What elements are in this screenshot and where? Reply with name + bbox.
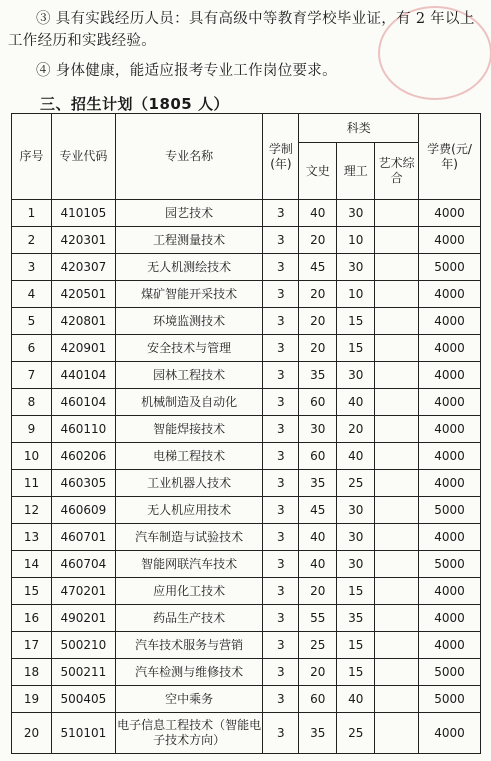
row-name: 智能焊接技术 [115,416,263,443]
row-ligong: 30 [337,551,375,578]
row-seq: 7 [12,362,52,389]
row-years: 3 [263,443,299,470]
row-code: 500210 [51,632,115,659]
row-art [375,551,419,578]
row-code: 460305 [51,470,115,497]
row-fee: 5000 [419,686,481,713]
table-row [12,524,481,551]
row-code: 460206 [51,443,115,470]
row-years: 3 [263,281,299,308]
row-years: 3 [263,551,299,578]
header-duration: 学制(年) [263,114,299,200]
header-fee: 学费(元/年) [419,114,481,200]
row-seq: 19 [12,686,52,713]
row-code: 490201 [51,605,115,632]
row-ligong: 15 [337,578,375,605]
row-seq: 5 [12,308,52,335]
header-art: 艺术综合 [375,143,419,200]
row-wenshi: 40 [299,524,337,551]
row-ligong: 15 [337,308,375,335]
row-fee: 4000 [419,335,481,362]
requirement-item-4: ④ 身体健康，能适应报考专业工作岗位要求。 [36,63,337,79]
header-code: 专业代码 [51,114,115,200]
table-row [12,578,481,605]
row-ligong: 25 [337,470,375,497]
row-seq: 13 [12,524,52,551]
row-seq: 9 [12,416,52,443]
row-name: 汽车检测与维修技术 [115,659,263,686]
row-wenshi: 40 [299,200,337,227]
row-fee: 4000 [419,281,481,308]
row-art [375,254,419,281]
row-code: 460704 [51,551,115,578]
requirement-item-3: ③ 具有实践经历人员：具有高级中等教育学校毕业证，有 2 年以上工作经历和实践经验。 [8,11,475,49]
row-name: 智能网联汽车技术 [115,551,263,578]
enrollment-plan-table [11,113,481,754]
row-years: 3 [263,686,299,713]
table-row [12,335,481,362]
row-seq: 2 [12,227,52,254]
row-wenshi: 45 [299,254,337,281]
row-years: 3 [263,632,299,659]
table-row [12,686,481,713]
table-body [12,200,481,754]
row-years: 3 [263,713,299,754]
row-ligong: 35 [337,605,375,632]
row-art [375,335,419,362]
row-code: 420301 [51,227,115,254]
row-name: 空中乘务 [115,686,263,713]
row-years: 3 [263,659,299,686]
table-row [12,308,481,335]
row-code: 420307 [51,254,115,281]
row-fee: 4000 [419,362,481,389]
row-fee: 4000 [419,605,481,632]
row-seq: 3 [12,254,52,281]
table-row [12,470,481,497]
row-name: 汽车制造与试验技术 [115,524,263,551]
row-art [375,605,419,632]
row-ligong: 20 [337,416,375,443]
row-years: 3 [263,416,299,443]
row-art [375,524,419,551]
row-years: 3 [263,389,299,416]
row-art [375,578,419,605]
row-fee: 4000 [419,524,481,551]
row-name: 汽车技术服务与营销 [115,632,263,659]
row-code: 460110 [51,416,115,443]
row-name: 环境监测技术 [115,308,263,335]
row-name: 工程测量技术 [115,227,263,254]
row-fee: 4000 [419,713,481,754]
row-art [375,389,419,416]
row-seq: 18 [12,659,52,686]
row-fee: 4000 [419,308,481,335]
table-row [12,281,481,308]
row-seq: 17 [12,632,52,659]
row-fee: 4000 [419,632,481,659]
row-seq: 12 [12,497,52,524]
row-wenshi: 60 [299,389,337,416]
row-seq: 6 [12,335,52,362]
row-wenshi: 35 [299,362,337,389]
row-name: 无人机应用技术 [115,497,263,524]
row-fee: 5000 [419,659,481,686]
row-ligong: 25 [337,713,375,754]
row-art [375,470,419,497]
row-code: 500405 [51,686,115,713]
row-ligong: 15 [337,632,375,659]
row-name: 工业机器人技术 [115,470,263,497]
row-years: 3 [263,200,299,227]
row-years: 3 [263,227,299,254]
row-code: 500211 [51,659,115,686]
table-row [12,713,481,754]
table-row [12,443,481,470]
row-years: 3 [263,308,299,335]
table-row [12,551,481,578]
row-name: 应用化工技术 [115,578,263,605]
row-art [375,281,419,308]
table-row [12,200,481,227]
table-row [12,605,481,632]
row-art [375,362,419,389]
row-years: 3 [263,497,299,524]
table-row [12,632,481,659]
row-wenshi: 35 [299,470,337,497]
table-row [12,416,481,443]
row-ligong: 30 [337,497,375,524]
table-row [12,659,481,686]
row-ligong: 30 [337,524,375,551]
row-code: 440104 [51,362,115,389]
row-ligong: 10 [337,281,375,308]
row-wenshi: 20 [299,308,337,335]
row-years: 3 [263,362,299,389]
table-row [12,389,481,416]
row-ligong: 40 [337,389,375,416]
row-years: 3 [263,254,299,281]
row-art [375,659,419,686]
row-wenshi: 20 [299,335,337,362]
row-name: 无人机测绘技术 [115,254,263,281]
row-name: 园艺技术 [115,200,263,227]
row-art [375,416,419,443]
table-row [12,254,481,281]
row-ligong: 40 [337,686,375,713]
row-fee: 5000 [419,497,481,524]
section-title: 三、招生计划（1805 人） [40,95,229,113]
row-seq: 11 [12,470,52,497]
table-row [12,227,481,254]
row-ligong: 30 [337,362,375,389]
header-category: 科类 [299,114,419,143]
row-seq: 4 [12,281,52,308]
row-code: 420901 [51,335,115,362]
row-code: 460104 [51,389,115,416]
header-ligong: 理工 [337,143,375,200]
row-fee: 4000 [419,416,481,443]
row-name: 机械制造及自动化 [115,389,263,416]
row-wenshi: 60 [299,443,337,470]
row-wenshi: 20 [299,578,337,605]
row-name: 安全技术与管理 [115,335,263,362]
row-code: 420801 [51,308,115,335]
row-code: 460701 [51,524,115,551]
row-wenshi: 35 [299,713,337,754]
row-seq: 1 [12,200,52,227]
row-fee: 4000 [419,227,481,254]
row-seq: 15 [12,578,52,605]
row-fee: 4000 [419,443,481,470]
row-years: 3 [263,335,299,362]
row-fee: 4000 [419,389,481,416]
row-ligong: 40 [337,443,375,470]
row-years: 3 [263,578,299,605]
row-wenshi: 55 [299,605,337,632]
row-years: 3 [263,524,299,551]
row-seq: 8 [12,389,52,416]
row-art [375,713,419,754]
row-art [375,308,419,335]
row-seq: 10 [12,443,52,470]
row-ligong: 30 [337,200,375,227]
table-row [12,497,481,524]
row-fee: 4000 [419,200,481,227]
row-fee: 5000 [419,551,481,578]
row-wenshi: 30 [299,416,337,443]
row-name: 药品生产技术 [115,605,263,632]
header-name: 专业名称 [115,114,263,200]
row-code: 460609 [51,497,115,524]
row-name: 园林工程技术 [115,362,263,389]
row-ligong: 30 [337,254,375,281]
row-wenshi: 45 [299,497,337,524]
row-code: 420501 [51,281,115,308]
row-name: 电子信息工程技术（智能电子技术方向） [115,713,263,754]
row-seq: 20 [12,713,52,754]
row-ligong: 10 [337,227,375,254]
row-wenshi: 60 [299,686,337,713]
row-ligong: 15 [337,659,375,686]
row-code: 470201 [51,578,115,605]
table-row [12,362,481,389]
row-wenshi: 20 [299,227,337,254]
row-art [375,200,419,227]
row-wenshi: 20 [299,281,337,308]
row-wenshi: 25 [299,632,337,659]
row-code: 510101 [51,713,115,754]
row-wenshi: 20 [299,659,337,686]
row-seq: 16 [12,605,52,632]
row-art [375,686,419,713]
row-seq: 14 [12,551,52,578]
row-fee: 4000 [419,578,481,605]
header-wenshi: 文史 [299,143,337,200]
row-fee: 4000 [419,470,481,497]
row-art [375,227,419,254]
row-art [375,443,419,470]
row-ligong: 15 [337,335,375,362]
row-wenshi: 40 [299,551,337,578]
row-code: 410105 [51,200,115,227]
row-art [375,632,419,659]
row-fee: 5000 [419,254,481,281]
row-art [375,497,419,524]
row-name: 煤矿智能开采技术 [115,281,263,308]
header-seq: 序号 [12,114,52,200]
row-years: 3 [263,605,299,632]
row-name: 电梯工程技术 [115,443,263,470]
row-years: 3 [263,470,299,497]
